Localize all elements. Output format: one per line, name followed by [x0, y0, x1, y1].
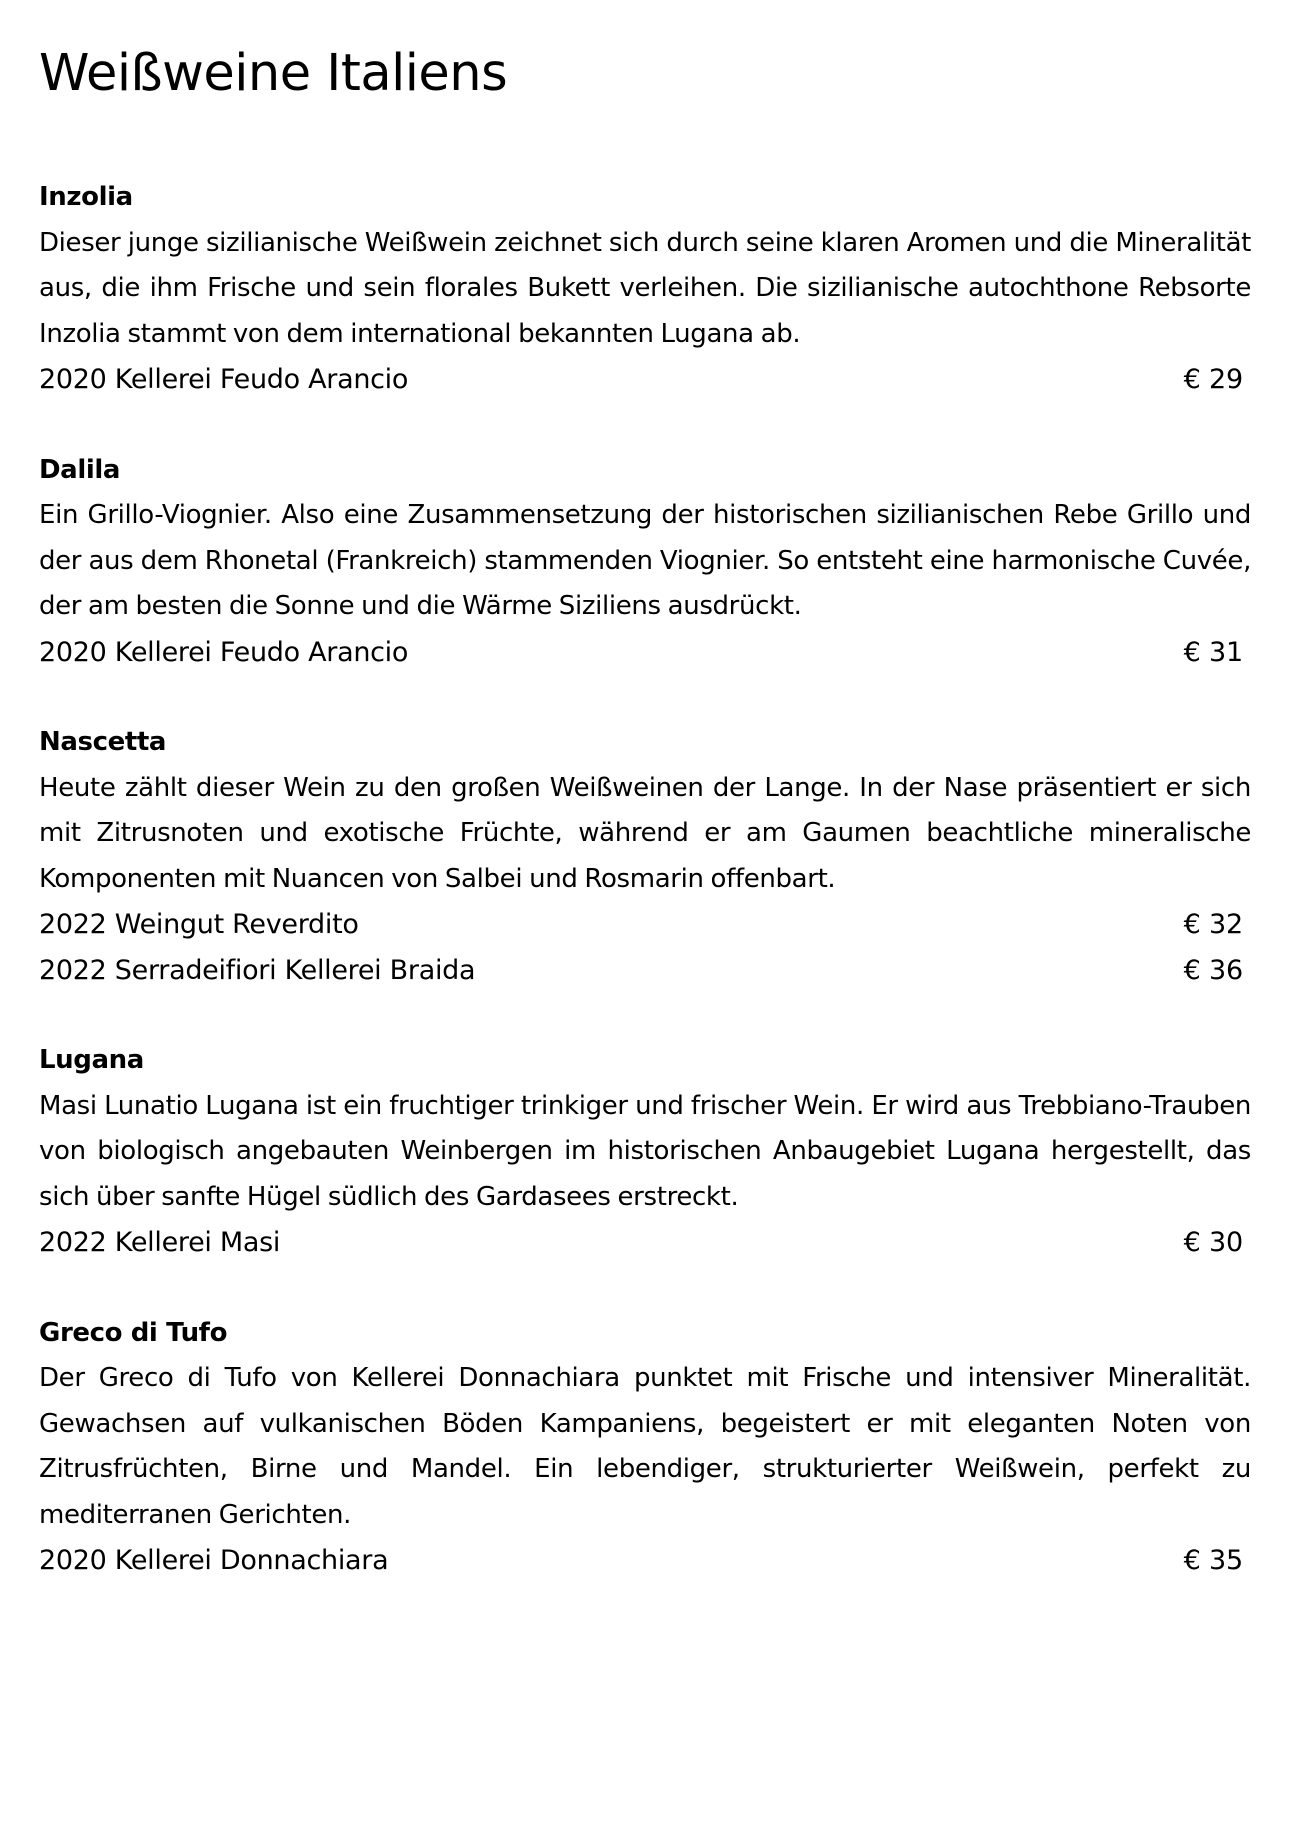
- offer-price: € 30: [1183, 1227, 1243, 1258]
- wine-description: Dieser junge sizilianische Weißwein zeichnet sich durch seine klaren Aromen und die Mineralität aus, die ihm Frische und sein florales Bukett verleihen. Die sizilianische autochthone Rebsorte Inzolia stammt von dem international bekannten Lugana ab.: [39, 227, 1251, 349]
- wine-description: Masi Lunatio Lugana ist ein fruchtiger trinkiger und frischer Wein. Er wird aus Trebbiano-Trauben von biologisch angebauten Weinbergen im historischen Anbaugebiet Lugana hergestellt, das sich über sanfte Hügel südlich des Gardasees erstreckt.: [39, 1090, 1251, 1212]
- wine-offer-row: [39, 630, 1251, 676]
- offer-price: € 32: [1183, 909, 1243, 940]
- wine-section-nascetta: [39, 720, 1251, 993]
- offer-label: 2020 Kellerei Feudo Arancio: [39, 364, 409, 395]
- offer-label: 2022 Weingut Reverdito: [39, 909, 359, 940]
- wine-name: Inzolia: [39, 182, 133, 212]
- page-title: Weißweine Italiens: [39, 44, 508, 103]
- wine-offer-row: [39, 357, 1251, 403]
- offer-label: 2022 Serradeifiori Kellerei Braida: [39, 954, 476, 986]
- wine-offer-row: [39, 1220, 1251, 1266]
- wine-description: Heute zählt dieser Wein zu den großen Weißweinen der Lange. In der Nase präsentiert er sich mit Zitrusnoten und exotische Früchte, während er am Gaumen beachtliche mineralische Komponenten mit Nuancen von Salbei und Rosmarin offenbart.: [39, 772, 1251, 894]
- offer-price: € 31: [1183, 636, 1243, 668]
- wine-name: Nascetta: [39, 727, 167, 757]
- wine-section-lugana: [39, 1038, 1251, 1266]
- offer-price: € 36: [1183, 954, 1243, 986]
- wine-name: Lugana: [39, 1045, 144, 1075]
- wine-section-greco-di-tufo: [39, 1311, 1251, 1584]
- wine-description: Der Greco di Tufo von Kellerei Donnachiara punktet mit Frische und intensiver Mineralität. Gewachsen auf vulkanischen Böden Kampaniens, begeistert er mit eleganten Noten von Zitrusfrüchten, Birne und Mandel. Ein lebendiger, strukturierter Weißwein, perfekt zu mediterranen Gerichten.: [39, 1363, 1251, 1530]
- offer-price: € 35: [1183, 1545, 1243, 1576]
- wine-name: Dalila: [39, 454, 121, 485]
- wine-section-inzolia: [39, 175, 1251, 403]
- offer-label: 2020 Kellerei Feudo Arancio: [39, 636, 409, 668]
- wine-offer-row: [39, 948, 1251, 994]
- wine-section-dalila: [39, 448, 1251, 676]
- offer-label: 2022 Kellerei Masi: [39, 1227, 281, 1258]
- wine-name: Greco di Tufo: [39, 1317, 228, 1348]
- offer-price: € 29: [1183, 364, 1243, 395]
- wine-description: Ein Grillo-Viognier. Also eine Zusammensetzung der historischen sizilianischen Rebe Grillo und der aus dem Rhonetal (Frankreich) stammenden Viognier. So entsteht eine harmonische Cuvée, der am besten die Sonne und die Wärme Siziliens ausdrückt.: [39, 500, 1251, 621]
- wine-list: [39, 175, 1251, 1629]
- wine-offer-row: [39, 902, 1251, 948]
- wine-offer-row: [39, 1538, 1251, 1584]
- offer-label: 2020 Kellerei Donnachiara: [39, 1545, 389, 1576]
